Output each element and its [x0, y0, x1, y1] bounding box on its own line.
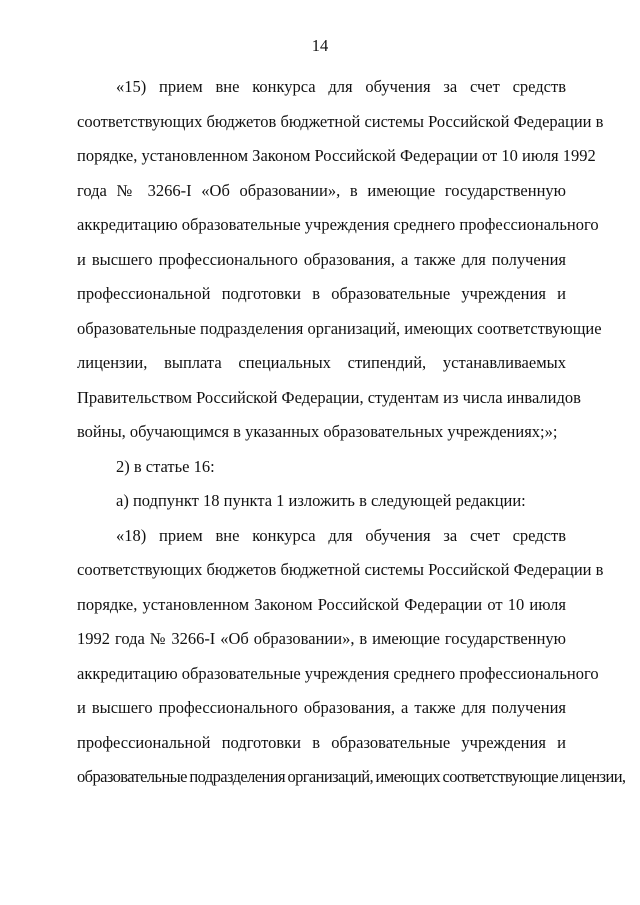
text-line: «15) прием вне конкурса для обучения за счет средств: [116, 77, 566, 96]
text-line: а) подпункт 18 пункта 1 изложить в следующей редакции:: [116, 491, 526, 510]
text-line: 2) в статье 16:: [116, 457, 215, 476]
text-line: «18) прием вне конкурса для обучения за счет средств: [116, 526, 566, 545]
text-line: и высшего профессионального образования, а также для получения: [77, 698, 566, 717]
text-line: аккредитацию образовательные учреждения среднего профессионального: [77, 664, 599, 683]
text-line: 1992 года № 3266-I «Об образовании», в имеющие государственную: [77, 629, 566, 648]
text-line: соответствующих бюджетов бюджетной системы Российской Федерации в: [77, 560, 604, 579]
page-number: 14: [311, 36, 329, 55]
text-line: и высшего профессионального образования, а также для получения: [77, 250, 566, 269]
text-line: профессиональной подготовки в образовательные учреждения и: [77, 733, 566, 752]
text-line: образовательные подразделения организаций, имеющих соответствующие: [77, 319, 602, 338]
text-line: войны, обучающимся в указанных образовательных учреждениях;»;: [77, 422, 558, 441]
text-line: лицензии, выплата специальных стипендий, устанавливаемых: [77, 353, 566, 372]
text-line: соответствующих бюджетов бюджетной системы Российской Федерации в: [77, 112, 604, 131]
text-line: порядке, установленном Законом Российской Федерации от 10 июля 1992: [77, 146, 596, 165]
text-line: года № 3266-I «Об образовании», в имеющие государственную: [77, 181, 566, 200]
text-line: порядке, установленном Законом Российской Федерации от 10 июля: [77, 595, 566, 614]
text-line: образовательные подразделения организаций, имеющих соответствующие лицензии,: [77, 767, 626, 786]
text-line: аккредитацию образовательные учреждения среднего профессионального: [77, 215, 599, 234]
text-line: профессиональной подготовки в образовательные учреждения и: [77, 284, 566, 303]
text-line: Правительством Российской Федерации, студентам из числа инвалидов: [77, 388, 581, 407]
